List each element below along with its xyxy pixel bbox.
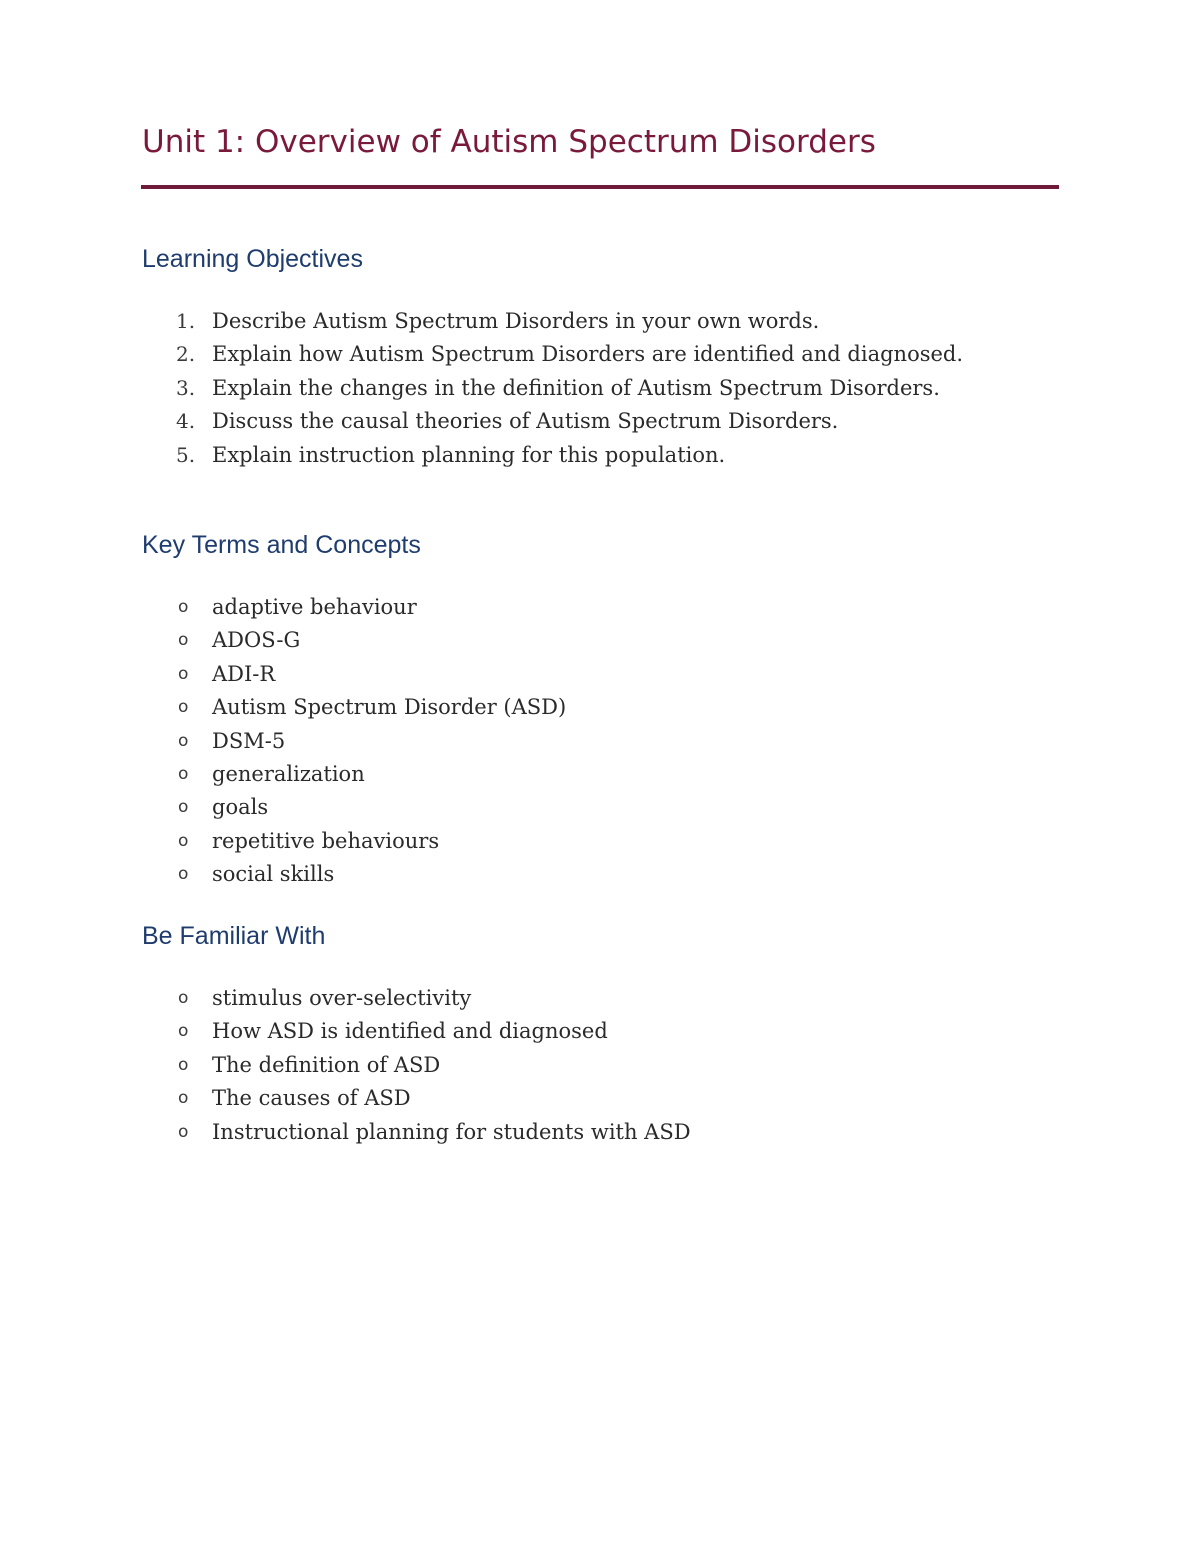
list-item [142,825,566,858]
title-divider [141,185,1059,189]
key-terms-heading: Key Terms and Concepts [142,531,421,559]
list-item-text: Instructional planning for students with ASD [212,1119,691,1144]
bullet-icon: o [178,1121,189,1142]
learning-objectives-heading: Learning Objectives [142,245,363,273]
list-item-text: The causes of ASD [212,1086,411,1111]
list-item-text: Explain how Autism Spectrum Disorders are identified and diagnosed. [212,342,964,367]
bullet-icon: o [178,1088,189,1109]
bullet-icon: o [178,630,189,651]
list-item-text: Describe Autism Spectrum Disorders in your own words. [212,309,820,333]
list-item [142,758,566,791]
learning-objectives-list [142,305,972,472]
list-item-text: The definition of ASD [212,1052,441,1077]
list-item [142,858,566,891]
list-item [142,591,566,624]
list-item-text: ADOS-G [212,628,301,653]
list-item-text: goals [212,795,269,820]
bullet-icon: o [178,1021,189,1042]
list-item-text: repetitive behaviours [212,828,440,853]
list-item-text: DSM-5 [212,728,286,753]
list-item [142,624,566,657]
list-number: 3. [176,375,196,400]
list-item [142,725,566,758]
list-item-text: social skills [212,862,335,887]
list-item [142,372,972,405]
bullet-icon: o [178,830,189,851]
bullet-icon: o [178,697,189,718]
list-item [142,305,972,338]
be-familiar-with-heading: Be Familiar With [142,922,326,950]
bullet-icon: o [178,597,189,617]
list-number: 2. [176,342,196,367]
list-item [142,1082,691,1115]
key-terms-list [142,591,566,892]
list-item [142,1049,691,1082]
list-item [142,691,566,724]
list-item [142,439,972,472]
list-item-text: stimulus over-selectivity [212,986,472,1010]
bullet-icon: o [178,864,189,885]
list-item-text: Explain instruction planning for this population. [212,442,726,467]
page-title: Unit 1: Overview of Autism Spectrum Disorders [142,124,876,160]
list-item-text: adaptive behaviour [212,595,417,619]
bullet-icon: o [178,764,189,785]
list-item-text: generalization [212,762,365,787]
list-item [142,791,566,824]
list-number: 5. [176,442,196,467]
bullet-icon: o [178,988,189,1008]
list-item [142,338,972,371]
bullet-icon: o [178,730,189,751]
list-item-text: Explain the changes in the definition of Autism Spectrum Disorders. [212,375,940,400]
list-item [142,982,691,1015]
list-item [142,658,566,691]
list-item [142,1116,691,1149]
list-item-text: Autism Spectrum Disorder (ASD) [212,695,567,720]
list-number: 1. [176,309,196,333]
list-number: 4. [176,409,196,434]
bullet-icon: o [178,1054,189,1075]
be-familiar-with-list [142,982,691,1149]
list-item-text: ADI-R [212,661,276,686]
list-item-text: Discuss the causal theories of Autism Spectrum Disorders. [212,409,839,434]
bullet-icon: o [178,797,189,818]
list-item [142,1015,691,1048]
list-item [142,405,972,438]
bullet-icon: o [178,663,189,684]
list-item-text: How ASD is identified and diagnosed [212,1019,608,1044]
